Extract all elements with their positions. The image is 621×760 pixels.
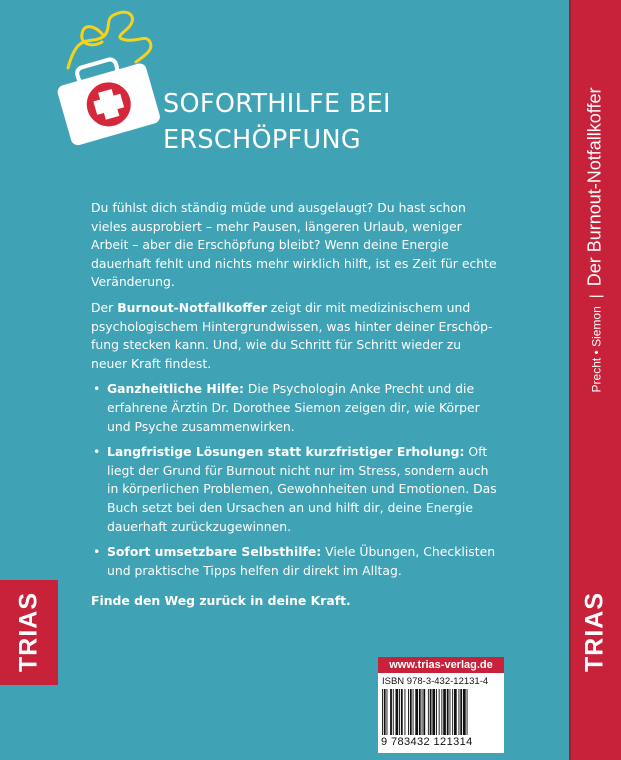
feature-title: Sofort umsetzbare Selbsthilfe: <box>107 544 322 560</box>
feature-title: Langfristige Lösungen statt kurzfristiger Erholung: <box>107 444 465 460</box>
publisher-url: www.trias-verlag.de <box>378 657 504 673</box>
publisher-logo: TRIAS <box>14 592 43 672</box>
feature-text: Oft liegt der Grund für Burnout nicht nur im Stress, sondern auch in körperlichen Problemen, Gewohnheiten und Emotionen. Das Buch setzt bei den Ursachen an und hilft dir, deine Energie dauerhaft zurückzugewinnen. <box>107 444 497 534</box>
feature-item <box>91 380 501 436</box>
feature-list <box>91 380 501 580</box>
spine-authors: Precht • Siemon <box>589 306 604 393</box>
headline-line-2: ERSCHÖPFUNG <box>163 125 361 155</box>
barcode-label <box>378 657 504 753</box>
feature-item <box>91 543 501 580</box>
feature-title: Ganzheitliche Hilfe: <box>107 381 244 397</box>
spine-title: Der Burnout-Notfallkoffer <box>584 87 605 287</box>
description-post: zeigt dir mit medizinischem und psychologischem Hintergrundwissen, was hinter deiner Erschöpfung stecken kann. Und, wie du Schritt für Schritt wieder zu neuer Kraft findest. <box>91 299 493 371</box>
description-paragraph <box>91 299 501 373</box>
spine-text <box>585 88 606 393</box>
book-title-bold: Burnout-Notfallkoffer <box>117 299 267 315</box>
closing-line: Finde den Weg zurück in deine Kraft. <box>91 593 351 609</box>
feature-text: Die Psychologin Anke Precht und die erfahrene Ärztin Dr. Dorothee Siemon zeigen dir, wie Körper und Psyche zusammenwirken. <box>107 381 480 434</box>
headline-line-1: SOFORTHILFE BEI <box>163 89 391 119</box>
headline <box>163 86 543 158</box>
isbn-text: ISBN 978-3-432-12131-4 <box>382 676 489 687</box>
description-pre: Der <box>91 299 118 315</box>
feature-item <box>91 443 501 536</box>
blurb <box>91 199 501 618</box>
spine-separator: | <box>587 294 605 299</box>
barcode-icon <box>382 689 500 735</box>
first-aid-kit-icon <box>46 10 166 150</box>
spine-logo: TRIAS <box>580 592 609 672</box>
ean-number: 9 783432 121314 <box>381 736 473 748</box>
feature-text: Viele Übungen, Checklisten und praktische Tipps helfen dir direkt im Alltag. <box>107 544 496 578</box>
intro-paragraph: Du fühlst dich ständig müde und ausgelaugt? Du hast schon vieles ausprobiert – mehr Pausen, längeren Urlaub, weniger Arbeit – aber die Erschöpfung bleibt? Wenn deine Energie dauerhaft fehlt und nichts mehr wirklich hilft, ist es Zeit für echte Veränderung. <box>91 200 497 290</box>
